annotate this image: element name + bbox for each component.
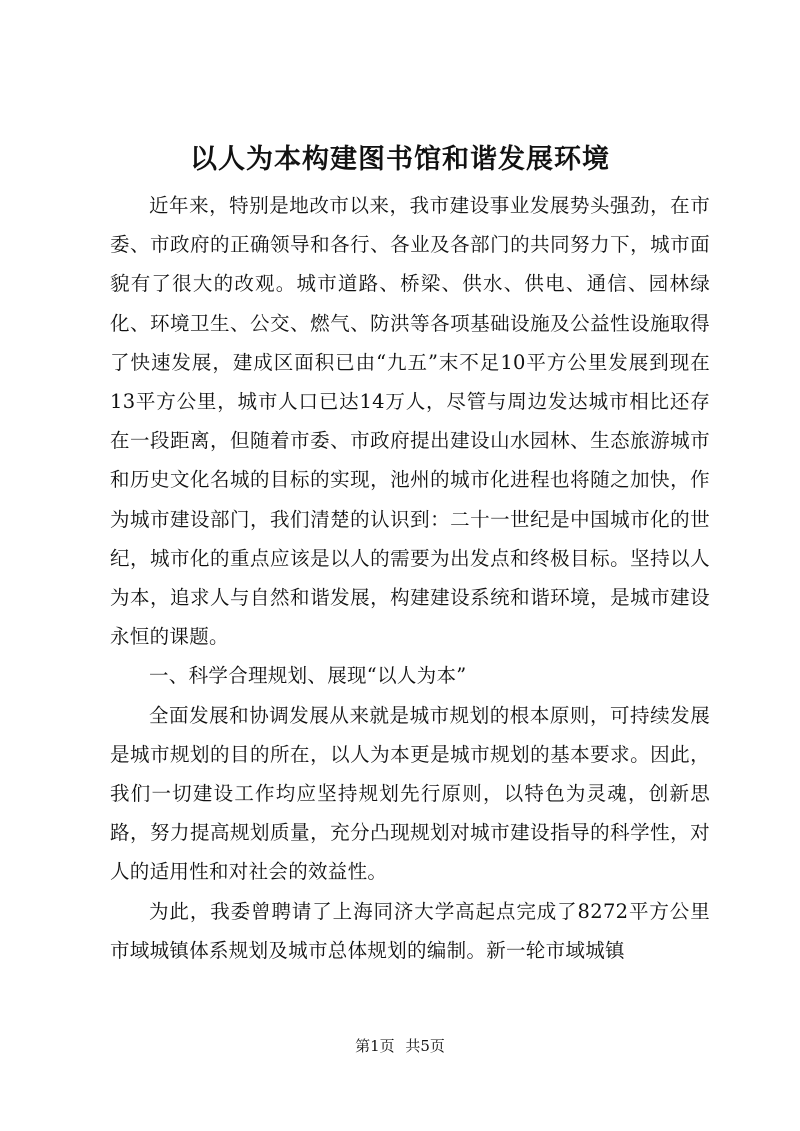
section-heading-1: 一、科学合理规划、展现“以人为本”: [149, 664, 467, 688]
paragraph-tongji: 为此，我委曾聘请了上海同济大学高起点完成了8272平方公里市域城镇体系规划及城市总体规划的编制。新一轮市域城镇: [110, 899, 710, 962]
document-body: [110, 186, 710, 970]
paragraph-planning: 全面发展和协调发展从来就是城市规划的根本原则，可持续发展是城市规划的目的所在，以人为本更是城市规划的基本要求。因此，我们一切建设工作均应坚持规划先行原则，以特色为灵魂，创新思路，努力提高规划质量，充分凸现规划对城市建设指导的科学性，对人的适用性和对社会的效益性。: [110, 703, 710, 884]
page-number: 第1页: [355, 1037, 395, 1055]
page-footer: [0, 1036, 800, 1056]
document-title: 以人为本构建图书馆和谐发展环境: [190, 144, 610, 175]
paragraph-intro: 近年来，特别是地改市以来，我市建设事业发展势头强劲，在市委、市政府的正确领导和各行、各业及各部门的共同努力下，城市面貌有了很大的改观。城市道路、桥梁、供水、供电、通信、园林绿化、环境卫生、公交、燃气、防洪等各项基础设施及公益性设施取得了快速发展，建成区面积已由“九五”末不足10平方公里发展到现在13平方公里，城市人口已达14万人，尽管与周边发达城市相比还存在一段距离，但随着市委、市政府提出建设山水园林、生态旅游城市和历史文化名城的目标的实现，池州的城市化进程也将随之加快，作为城市建设部门，我们清楚的认识到：二十一世纪是中国城市化的世纪，城市化的重点应该是以人的需要为出发点和终极目标。坚持以人为本，追求人与自然和谐发展，构建建设系统和谐环境，是城市建设永恒的课题。: [110, 194, 710, 649]
total-pages: 共5页: [405, 1037, 445, 1055]
